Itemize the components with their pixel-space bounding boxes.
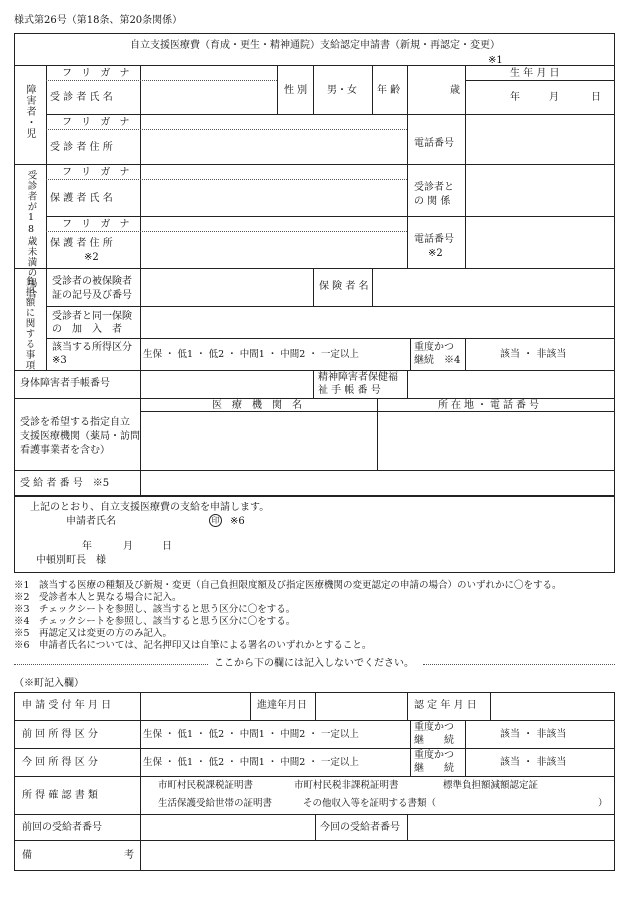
income-class-mark: ※3 [52,355,67,366]
curr-income-options[interactable]: 生保 ・ 低1 ・ 低2 ・ 中間1 ・ 中間2 ・ 一定以上 [143,757,359,768]
seal-note-mark: ※6 [230,516,245,527]
sex-label: 性 別 [284,85,308,96]
addressee: 中頓別町長 様 [36,555,106,566]
remarks-label-1: 備 [22,850,32,861]
sex-options[interactable]: 男・女 [327,85,357,96]
insurer-label: 保 険 者 名 [319,281,369,292]
relation-label-1: 受診者と [414,182,454,193]
form-title: 自立支援医療費（育成・更生・精神通院）支給認定申請書（新規・再認定・変更） [130,40,500,51]
insured-label-1: 受診者の被保険者 [52,276,132,287]
form-number: 様式第26号（第18条、第20条関係） [14,15,183,26]
prev-income-label: 前 回 所 得 区 分 [22,729,98,740]
guardian-furigana-label: フ リ ガ ナ [62,167,133,178]
income-doc-label: 所 得 確 認 書 類 [22,790,98,801]
curr-severe-label-1: 重度かつ [414,750,454,761]
facility-address-header: 所在地・電話番号 [438,400,542,411]
guardian-phone-mark: ※2 [428,248,443,259]
facility-label-1: 受診を希望する指定自立 [20,417,130,428]
guardian-address-label: 保 護 者 住 所 [50,238,113,249]
insured-label-2: 証の記号及び番号 [52,290,132,301]
note-3: ※3 チェックシートを参照し、該当すると思う区分に〇をする。 [14,604,296,615]
prev-recipient-no-label: 前回の受給者番号 [22,822,102,833]
doc-reduction-cert[interactable]: 標準負担額減額認定証 [443,780,539,791]
note-5: ※5 再認定又は変更の方のみ記入。 [14,628,173,639]
guardian-name-label: 保 護 者 氏 名 [50,193,113,204]
divider-text: ここから下の欄には記入しないでください。 [214,658,414,669]
doc-other-close: ） [598,798,608,809]
note-6: ※6 申請者氏名については、記名押印又は自筆による署名のいずれかとすること。 [14,640,372,651]
age-label: 年 齢 [377,85,401,96]
note-2: ※2 受診者本人と異なる場合に記入。 [14,592,182,603]
guardian-phone-label: 電話番号 [414,234,454,245]
doc-nontaxation-cert[interactable]: 市町村民税非課税証明書 [294,780,399,791]
birth-month: 月 [549,92,559,103]
facility-label-3: 看護事業者を含む） [20,445,110,456]
title-note-mark: ※1 [488,55,503,66]
doc-welfare-cert[interactable]: 生活保護受給世帯の証明書 [158,798,273,809]
birth-day: 日 [591,92,601,103]
physical-book-label: 身体障害者手帳番号 [20,378,110,389]
received-date-label: 申 請 受 付 年 月 日 [22,700,112,711]
approved-date-label: 認 定 年 月 日 [414,700,477,711]
remarks-label-2: 考 [124,850,134,861]
curr-severe-label-2: 継 続 [414,763,454,774]
same-insurance-label-1: 受診者と同一保険 [52,311,132,322]
doc-other-income[interactable]: その他収入等を証明する書類（ [303,798,437,809]
note-1: ※1 該当する医療の種類及び新規・変更（自己負担限度額及び指定医療機関の変更認定の申請の場合）のいずれかに〇をする。 [14,580,562,591]
recipient-number-label: 受 給 者 番 号 ※5 [20,478,110,489]
facility-label-2: 支援医療機関（薬局・訪問 [20,431,140,442]
doc-taxation-cert[interactable]: 市町村民税課税証明書 [158,780,254,791]
burden-group-label: 負担額に関する事項 [23,276,35,371]
same-insurance-label-2: の 加 入 者 [52,324,122,335]
patient-name-label: 受 診 者 氏 名 [50,92,113,103]
curr-recipient-no-label: 今回の受給者番号 [320,822,400,833]
applicant-name-label: 申請者氏名 [66,516,116,527]
prev-income-options[interactable]: 生保 ・ 低1 ・ 低2 ・ 中間1 ・ 中間2 ・ 一定以上 [143,729,359,740]
patient-furigana-label: フ リ ガ ナ [62,68,133,79]
date-day: 日 [162,541,172,552]
sent-date-label: 進達年月日 [257,700,307,711]
income-class-label: 該当する所得区分 [52,342,132,353]
patient-name-field[interactable] [141,81,277,114]
patient-group-label: 障害者・児 [24,84,35,139]
declaration-text: 上記のとおり、自立支援医療費の支給を申請します。 [30,502,270,513]
mental-book-label-2: 祉 手 帳 番 号 [318,385,381,396]
patient-phone-label: 電話番号 [414,138,454,149]
severe-label-1: 重度かつ [414,342,454,353]
prev-severe-label-1: 重度かつ [414,722,454,733]
birth-year: 年 [510,92,520,103]
curr-income-label: 今 回 所 得 区 分 [22,757,98,768]
note-4: ※4 チェックシートを参照し、該当すると思う区分に〇をする。 [14,616,296,627]
prev-severe-label-2: 継 続 [414,735,454,746]
guardian-group-label: 受診者が18歳未満の場合 [25,170,37,299]
patient-address-label: 受 診 者 住 所 [50,142,113,153]
facility-name-header: 医 療 機 関 名 [212,400,302,411]
seal-mark: 印 [209,514,222,527]
relation-label-2: の 関 係 [414,196,451,207]
date-month: 月 [123,541,133,552]
severe-options[interactable]: 該当 ・ 非該当 [500,349,567,360]
birth-date-label: 生 年 月 日 [510,68,560,79]
date-year: 年 [82,541,92,552]
patient-address-furigana: フ リ ガ ナ [62,117,133,128]
guardian-address-mark: ※2 [84,252,99,263]
mental-book-label-1: 精神障害者保健福 [318,372,398,383]
guardian-address-furigana: フ リ ガ ナ [62,219,133,230]
severe-label-2: 継続 ※4 [414,355,461,366]
prev-severe-options[interactable]: 該当 ・ 非該当 [500,729,567,740]
income-class-options[interactable]: 生保 ・ 低1 ・ 低2 ・ 中間1 ・ 中間2 ・ 一定以上 [143,349,359,360]
age-unit: 歳 [450,85,460,96]
curr-severe-options[interactable]: 該当 ・ 非該当 [500,757,567,768]
office-section-title: （※町記入欄） [14,678,84,689]
